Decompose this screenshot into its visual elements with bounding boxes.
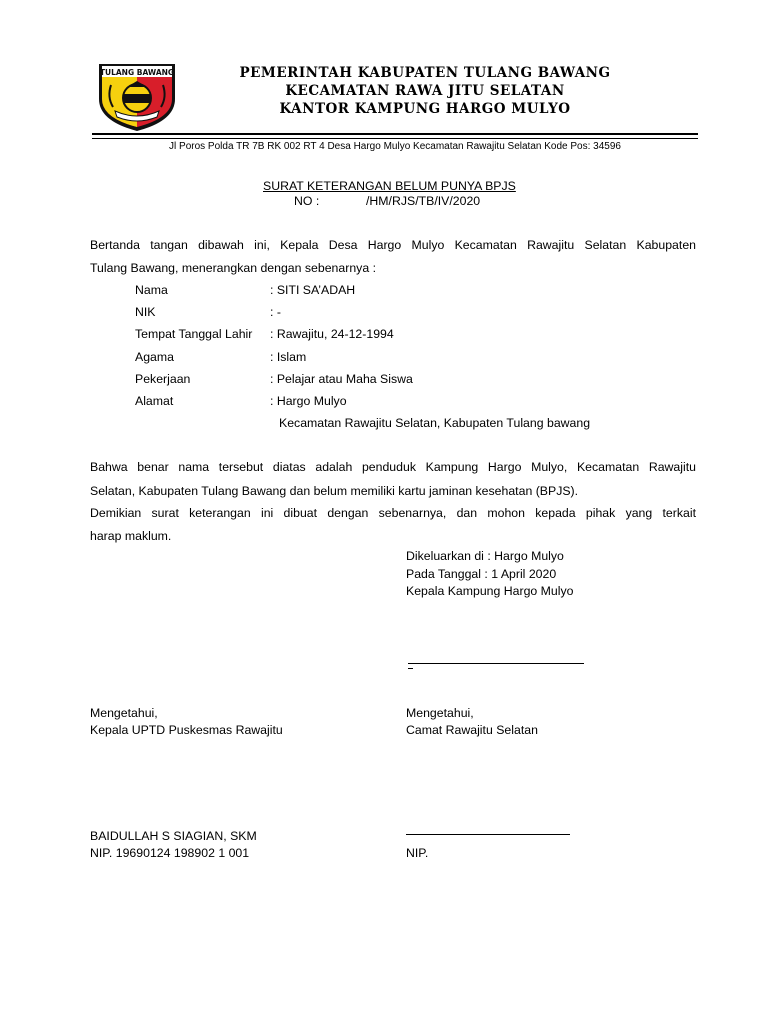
field-label-alamat: Alamat — [135, 394, 174, 408]
left-sign-title: Kepala UPTD Puskesmas Rawajitu — [90, 723, 283, 737]
left-sign-heading: Mengetahui, — [90, 706, 158, 720]
field-value-alamat: : Hargo Mulyo — [270, 394, 347, 408]
intro-line-2: Tulang Bawang, menerangkan dengan sebenarnya : — [90, 261, 376, 275]
field-value-agama: : Islam — [270, 350, 307, 364]
field-value-alamat-line-2: Kecamatan Rawajitu Selatan, Kabupaten Tulang bawang — [279, 416, 591, 430]
field-value-pekerjaan: : Pelajar atau Maha Siswa — [270, 372, 413, 386]
logo-banner-text: TULANG BAWANG — [99, 68, 175, 77]
header-line-1: PEMERINTAH KABUPATEN TULANG BAWANG — [239, 65, 611, 81]
header-rule-thin — [92, 138, 698, 139]
document-title: SURAT KETERANGAN BELUM PUNYA BPJS — [263, 179, 516, 193]
right-sign-heading: Mengetahui, — [406, 706, 474, 720]
left-sign-name: BAIDULLAH S SIAGIAN, SKM — [90, 829, 257, 843]
header-rule-thick — [92, 133, 698, 135]
right-sign-title: Camat Rawajitu Selatan — [406, 723, 538, 737]
issued-signer-title: Kepala Kampung Hargo Mulyo — [406, 584, 574, 598]
tulang-bawang-logo — [97, 61, 177, 133]
header-line-3: KANTOR KAMPUNG HARGO MULYO — [279, 101, 571, 117]
field-label-agama: Agama — [135, 350, 174, 364]
field-label-nik: NIK — [135, 305, 156, 319]
field-label-pekerjaan: Pekerjaan — [135, 372, 191, 386]
field-value-ttl: : Rawajitu, 24-12-1994 — [270, 327, 394, 341]
body-paragraph-2-line-2: harap maklum. — [90, 529, 172, 543]
camat-signature-line — [406, 834, 570, 835]
intro-line-1: Bertanda tangan dibawah ini, Kepala Desa Hargo Mulyo Kecamatan Rawajitu Selatan Kabupaten — [90, 238, 696, 252]
issued-date: Pada Tanggal : 1 April 2020 — [406, 567, 557, 581]
body-paragraph-1-line-1: Bahwa benar nama tersebut diatas adalah penduduk Kampung Hargo Mulyo, Kecamatan Rawajitu — [90, 460, 696, 474]
header-address: Jl Poros Polda TR 7B RK 002 RT 4 Desa Hargo Mulyo Kecamatan Rawajitu Selatan Kode Pos: 34596 — [169, 141, 621, 152]
field-value-nama: : SITI SA’ADAH — [270, 283, 356, 297]
body-paragraph-1-line-2: Selatan, Kabupaten Tulang Bawang dan belum memiliki kartu jaminan kesehatan (BPJS). — [90, 484, 579, 498]
field-label-nama: Nama — [135, 283, 168, 297]
left-sign-nip: NIP. 19690124 198902 1 001 — [90, 846, 250, 860]
document-number-value: /HM/RJS/TB/IV/2020 — [366, 194, 481, 208]
issued-place: Dikeluarkan di : Hargo Mulyo — [406, 549, 564, 563]
village-head-signature-line-tick — [408, 668, 413, 669]
field-label-ttl: Tempat Tanggal Lahir — [135, 327, 253, 341]
field-value-nik: : - — [270, 305, 281, 319]
right-sign-nip: NIP. — [406, 846, 429, 860]
document-number-label: NO : — [294, 194, 320, 208]
header-line-2: KECAMATAN RAWA JITU SELATAN — [285, 83, 565, 99]
body-paragraph-2-line-1: Demikian surat keterangan ini dibuat dengan sebenarnya, dan mohon kepada pihak yang terkait — [90, 506, 696, 520]
village-head-signature-line — [408, 663, 584, 664]
